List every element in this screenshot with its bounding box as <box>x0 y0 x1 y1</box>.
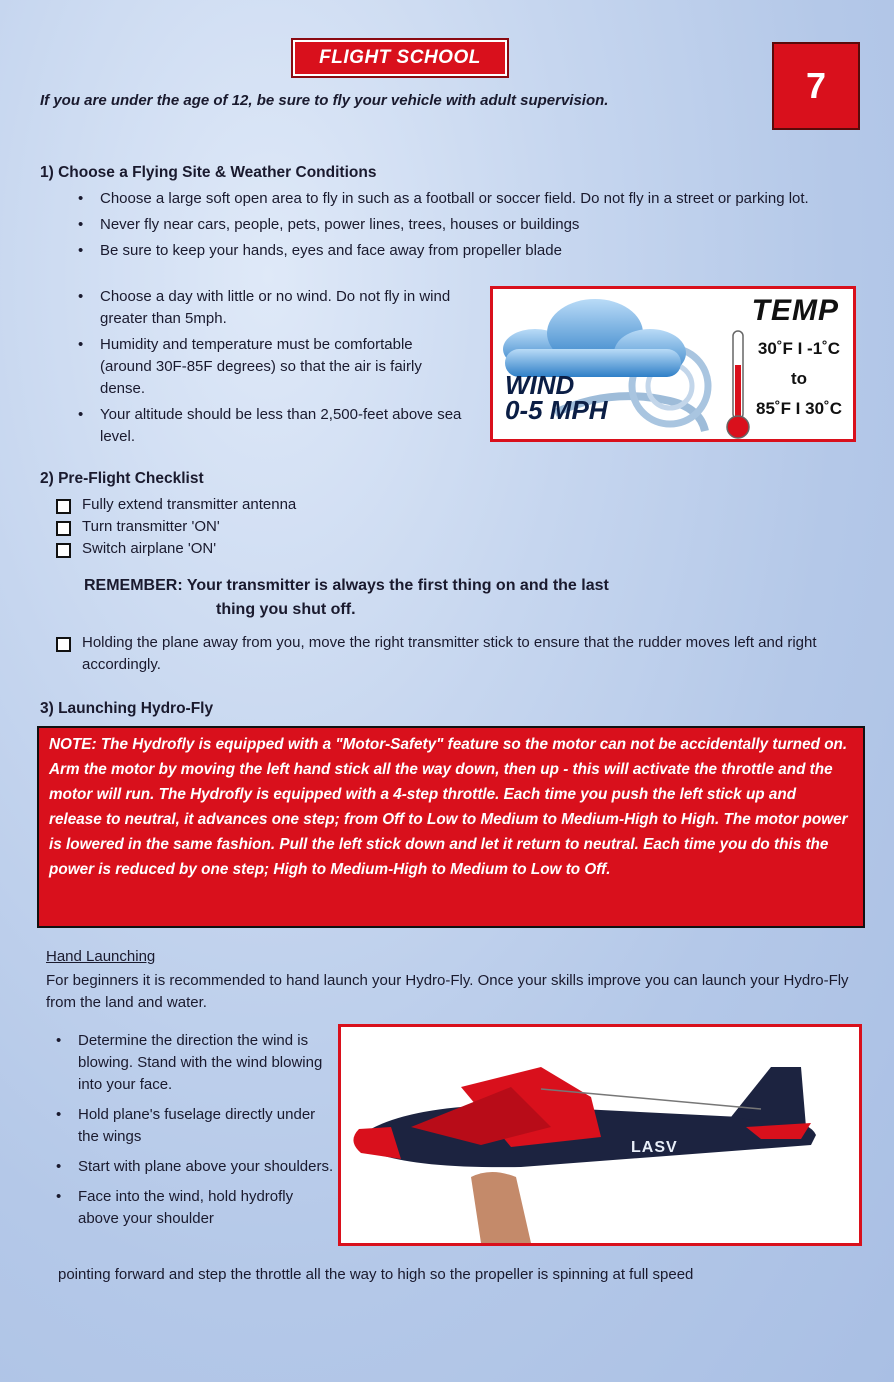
checklist-item: Fully extend transmitter antenna <box>56 494 656 516</box>
list-item: • Humidity and temperature must be comfortable (around 30F-85F degrees) so that the air is fairly dense. <box>68 334 468 400</box>
weather-graphic <box>490 286 856 442</box>
fuselage-text: LASV <box>631 1139 678 1156</box>
checklist-item: Turn transmitter 'ON' <box>56 516 656 538</box>
section2-heading: 2) Pre-Flight Checklist <box>40 470 204 487</box>
list-item: • Choose a large soft open area to fly in such as a football or soccer field. Do not fly in a street or parking lot. <box>68 188 858 210</box>
list-item: • Face into the wind, hold hydrofly above your shoulder <box>46 1186 336 1230</box>
list-item: • Your altitude should be less than 2,500-feet above sea level. <box>68 404 468 448</box>
section1-side-bullets <box>68 286 468 452</box>
intro-text: If you are under the age of 12, be sure to fly your vehicle with adult supervision. <box>40 92 609 109</box>
list-item: • Be sure to keep your hands, eyes and face away from propeller blade <box>68 240 858 262</box>
temp-to: to <box>790 369 808 388</box>
section1-bullets <box>68 188 858 266</box>
remember-note <box>84 574 804 622</box>
remember-text-2: thing you shut off. <box>216 601 356 618</box>
hydrofly-photo <box>338 1024 862 1246</box>
list-item: • Determine the direction the wind is blowing. Stand with the wind blowing into your face. <box>46 1030 336 1096</box>
checklist-item-rudder: Holding the plane away from you, move the right transmitter stick to ensure that the rudder moves left and right accordingly. <box>56 632 872 676</box>
wind-value: 0-5 MPH <box>505 395 608 425</box>
section1-heading: 1) Choose a Flying Site & Weather Conditions <box>40 164 377 181</box>
temp-high: 85˚F I 30˚C <box>756 399 842 418</box>
section3-heading: 3) Launching Hydro-Fly <box>40 700 214 717</box>
list-item: • Hold plane's fuselage directly under the wings <box>46 1104 336 1148</box>
flight-school-banner: FLIGHT SCHOOL <box>293 40 507 76</box>
hand-launch-step-continuation: pointing forward and step the throttle all the way to high so the propeller is spinning at full speed <box>58 1266 694 1283</box>
hand-launch-steps <box>46 1030 336 1234</box>
list-item: • Choose a day with little or no wind. Do not fly in wind greater than 5mph. <box>68 286 468 330</box>
list-item: • Start with plane above your shoulders. <box>46 1156 336 1178</box>
temp-label: TEMP <box>751 294 839 327</box>
hydrofly-plane-image <box>341 1027 859 1243</box>
preflight-checklist <box>56 494 656 560</box>
wind-label: WIND <box>505 370 575 400</box>
remember-label: REMEMBER: <box>84 577 183 594</box>
hand-launching-heading: Hand Launching <box>46 948 156 965</box>
motor-safety-note: NOTE: The Hydrofly is equipped with a "Motor-Safety" feature so the motor can not be accidentally turned on. Arm the motor by moving the left hand stick all the way down, then up - this will activate the throttle and the motor will run. The Hydrofly is equipped with a 4-step throttle. Each time you push the left stick up and release to neutral, it advances one step; from Off to Low to Medium to Medium-High to High. The motor power is lowered in the same fashion. Pull the left stick down and let it return to neutral. Each time you do this the power is reduced by one step; High to Medium-High to Medium to Low to Off. <box>37 726 865 928</box>
page-number: 7 <box>772 42 860 130</box>
list-item: • Never fly near cars, people, pets, power lines, trees, houses or buildings <box>68 214 858 236</box>
temp-low: 30˚F I -1˚C <box>757 339 841 358</box>
checklist-item: Switch airplane 'ON' <box>56 538 656 560</box>
remember-text-1: Your transmitter is always the first thing on and the last <box>186 577 609 594</box>
hand-launching-intro: For beginners it is recommended to hand launch your Hydro-Fly. Once your skills improve you can launch your Hydro-Fly from the land and water. <box>46 972 849 1011</box>
